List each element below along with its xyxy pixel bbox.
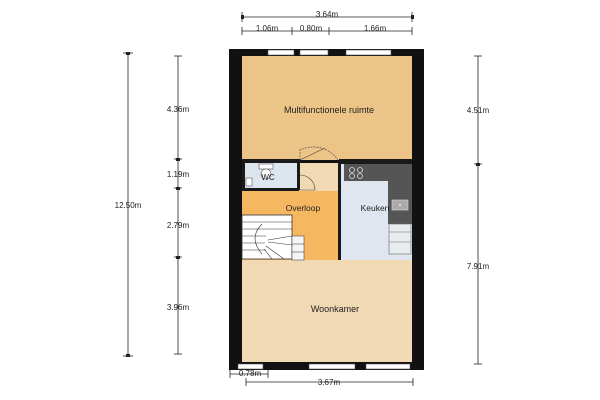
dim-left-segment-1: 4.36m [166, 105, 190, 114]
dim-left-segment-4: 3.96m [166, 303, 190, 312]
label-woonkamer: Woonkamer [310, 304, 360, 314]
label-wc: WC [261, 173, 275, 182]
dim-top-total: 3.64m [315, 10, 339, 19]
dim-top-segment-1: 1.06m [255, 24, 279, 33]
sink-icon [392, 200, 408, 210]
dim-left-segment-2: 1.19m [166, 170, 190, 179]
dim-top-segment-3: 1.66m [363, 24, 387, 33]
wc-sink-icon [246, 178, 252, 186]
label-multifunctionele-ruimte: Multifunctionele ruimte [283, 105, 375, 115]
room-hall-fill [299, 163, 339, 191]
dim-bottom-segment: 0.78m [238, 369, 262, 378]
dim-right-segment-2: 7.91m [466, 262, 490, 271]
label-overloop: Overloop [285, 203, 321, 213]
dim-left-segment-3: 2.79m [166, 221, 190, 230]
dim-left-total: 12.50m [114, 201, 142, 210]
dim-right-segment-1: 4.51m [466, 106, 490, 115]
label-keuken: Keuken [360, 203, 390, 213]
dim-bottom-total: 3.67m [317, 378, 341, 387]
dim-top-segment-2: 0.80m [299, 24, 323, 33]
